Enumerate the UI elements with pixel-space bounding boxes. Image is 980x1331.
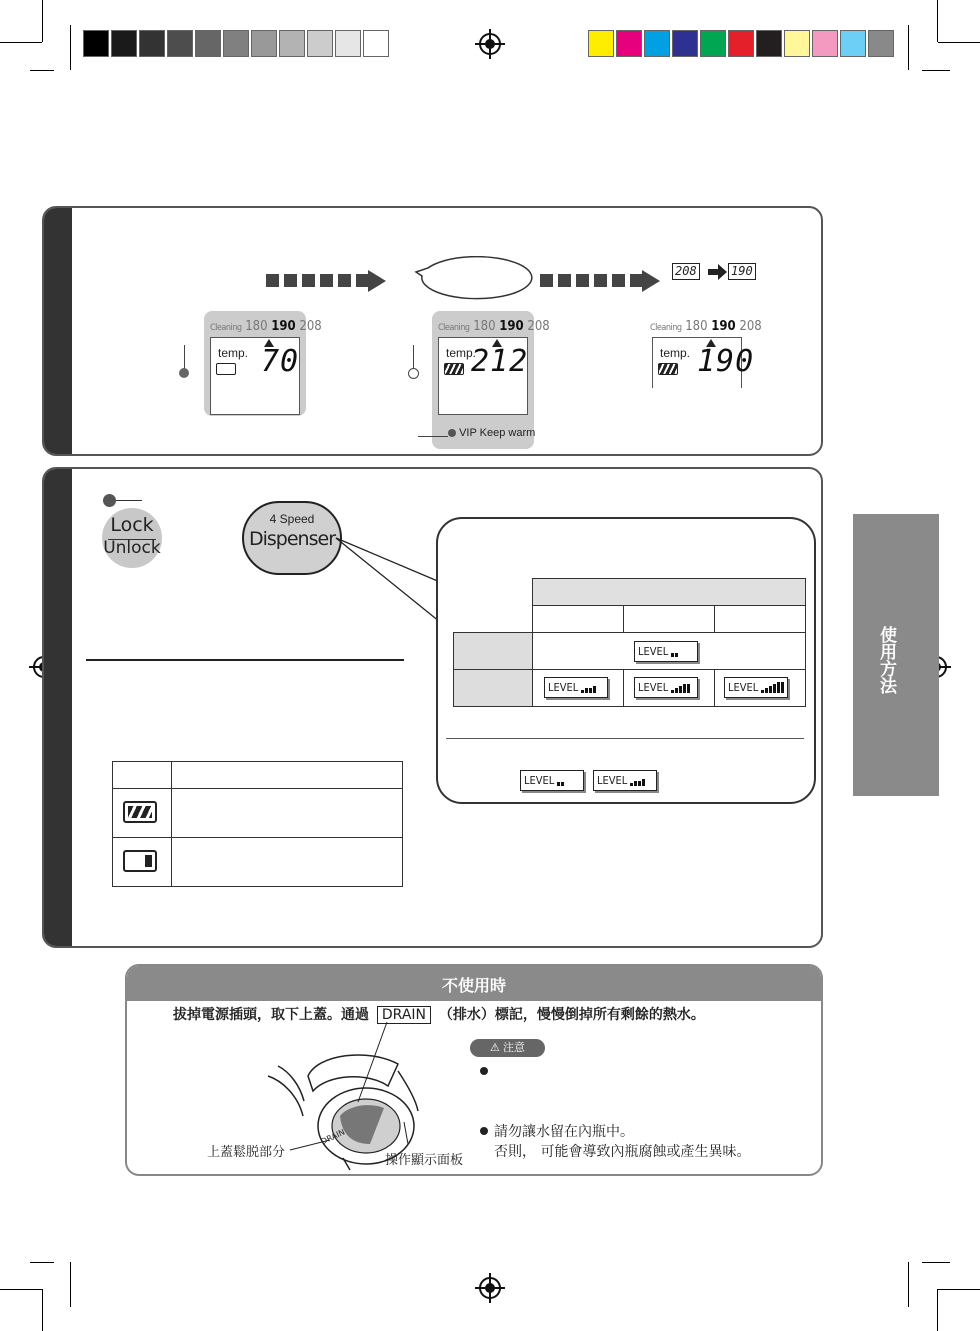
lcd-screen (438, 337, 528, 415)
color-swatch (756, 30, 782, 57)
label-operation-panel: 操作顯示面板 (385, 1153, 464, 1168)
level-indicator-2: LEVEL (544, 677, 608, 698)
caution-badge (470, 1039, 545, 1057)
caution-text-1: 請勿讓水留在內瓶中。 (494, 1124, 634, 1140)
indicator-dot-filled (179, 368, 189, 378)
dispenser-speed-label: 4 Speed (269, 512, 315, 526)
battery-empty-icon (216, 363, 236, 375)
level-indicator-4: LEVEL (724, 677, 788, 698)
indicator-line (413, 345, 414, 369)
temp-scale: Cleaning 180 190 208 (438, 319, 550, 334)
arrow-icon (708, 264, 728, 280)
color-swatch (644, 30, 670, 57)
temp-label: temp. (218, 346, 249, 360)
color-swatch (139, 30, 165, 57)
lock-unlock-button[interactable] (102, 508, 162, 568)
panel-side-bar (44, 469, 72, 946)
color-swatch (728, 30, 754, 57)
battery-full-icon (658, 363, 678, 375)
caution-bullet-2 (480, 1127, 488, 1135)
temp-reading: 190 (697, 344, 755, 379)
display-panel-1 (204, 311, 322, 416)
table-row (113, 789, 403, 838)
arrow-right-1 (266, 270, 386, 292)
section-divider (86, 659, 404, 661)
table-row (454, 579, 806, 606)
warning-icon: ⚠ (490, 1042, 500, 1054)
temp-reading: 70 (261, 344, 300, 379)
caution-text-2: 否則， 可能會導致內瓶腐蝕或產生異味。 (494, 1144, 751, 1160)
color-swatch (167, 30, 193, 57)
side-tab[interactable] (853, 514, 939, 796)
color-swatch (223, 30, 249, 57)
table-row (454, 633, 806, 670)
temp-to-tag: 190 (728, 263, 756, 280)
color-swatch (812, 30, 838, 57)
color-swatch (588, 30, 614, 57)
callout-lines (330, 530, 450, 630)
color-swatch (335, 30, 361, 57)
section-title: 不使用時 (441, 976, 506, 995)
info-divider (446, 738, 804, 739)
caution-label: 注意 (502, 1042, 525, 1054)
keep-warm-button[interactable] (448, 427, 538, 445)
battery-table (112, 761, 403, 887)
label-lid-release: 上蓋鬆脱部分 (207, 1145, 286, 1160)
section-header (127, 966, 821, 1001)
color-swatch (840, 30, 866, 57)
color-swatch (363, 30, 389, 57)
dispenser-button[interactable] (242, 501, 342, 575)
level-indicator-1: LEVEL (634, 641, 698, 662)
caution-bullet-1 (480, 1067, 488, 1075)
speech-bubble (410, 256, 540, 306)
registration-mark-top (479, 33, 501, 55)
button-dot-icon (448, 429, 456, 437)
color-swatch (784, 30, 810, 57)
color-swatch (279, 30, 305, 57)
color-swatch (616, 30, 642, 57)
table-row (113, 762, 403, 789)
lcd-screen (652, 337, 755, 388)
level-indicator-5: LEVEL (520, 770, 584, 791)
drain-tag: DRAIN (377, 1006, 431, 1024)
dispenser-label: Dispenser (249, 528, 335, 550)
color-swatch (307, 30, 333, 57)
indicator-line (184, 345, 185, 369)
panel-side-bar (44, 208, 72, 454)
temp-scale: Cleaning 180 190 208 (210, 319, 322, 334)
color-swatch (195, 30, 221, 57)
registration-mark-bottom (479, 1277, 501, 1299)
pointer-lines (280, 1020, 420, 1170)
battery-full-icon (444, 363, 464, 375)
table-row (454, 606, 806, 633)
battery-low-icon (123, 850, 157, 872)
color-swatch (83, 30, 109, 57)
display-panel-2 (432, 311, 550, 449)
display-panel-3 (648, 311, 762, 391)
unlock-label: Unlock (103, 538, 161, 558)
temp-label: temp. (660, 346, 691, 360)
temp-label: temp. (446, 346, 477, 360)
color-swatch (111, 30, 137, 57)
drain-instruction: 拔掉電源插頭，取下上蓋。通過 DRAIN （排水）標記，慢慢倒掉所有剩餘的熱水。 (173, 1007, 705, 1023)
color-swatch (251, 30, 277, 57)
arrow-right-2 (540, 270, 660, 292)
temp-from-tag: 208 (672, 263, 700, 280)
drain-mark: DRAIN (319, 1127, 347, 1147)
lock-indicator-line (116, 500, 142, 501)
color-swatch (700, 30, 726, 57)
keep-warm-label: VIP Keep warm (459, 427, 536, 439)
keep-warm-pointer-line (418, 436, 448, 437)
color-swatch (868, 30, 894, 57)
level-indicator-6: LEVEL (593, 770, 657, 791)
lock-indicator-dot (103, 494, 116, 507)
table-row (113, 838, 403, 887)
battery-full-icon (123, 801, 157, 823)
lcd-screen (210, 337, 300, 415)
temp-reading: 212 (471, 344, 529, 379)
side-tab-label: 使用方法 (876, 626, 896, 694)
lock-label: Lock (110, 514, 154, 536)
color-swatch (672, 30, 698, 57)
level-indicator-3: LEVEL (634, 677, 698, 698)
indicator-dot-empty (408, 368, 419, 379)
temp-scale: Cleaning 180 190 208 (650, 319, 762, 334)
